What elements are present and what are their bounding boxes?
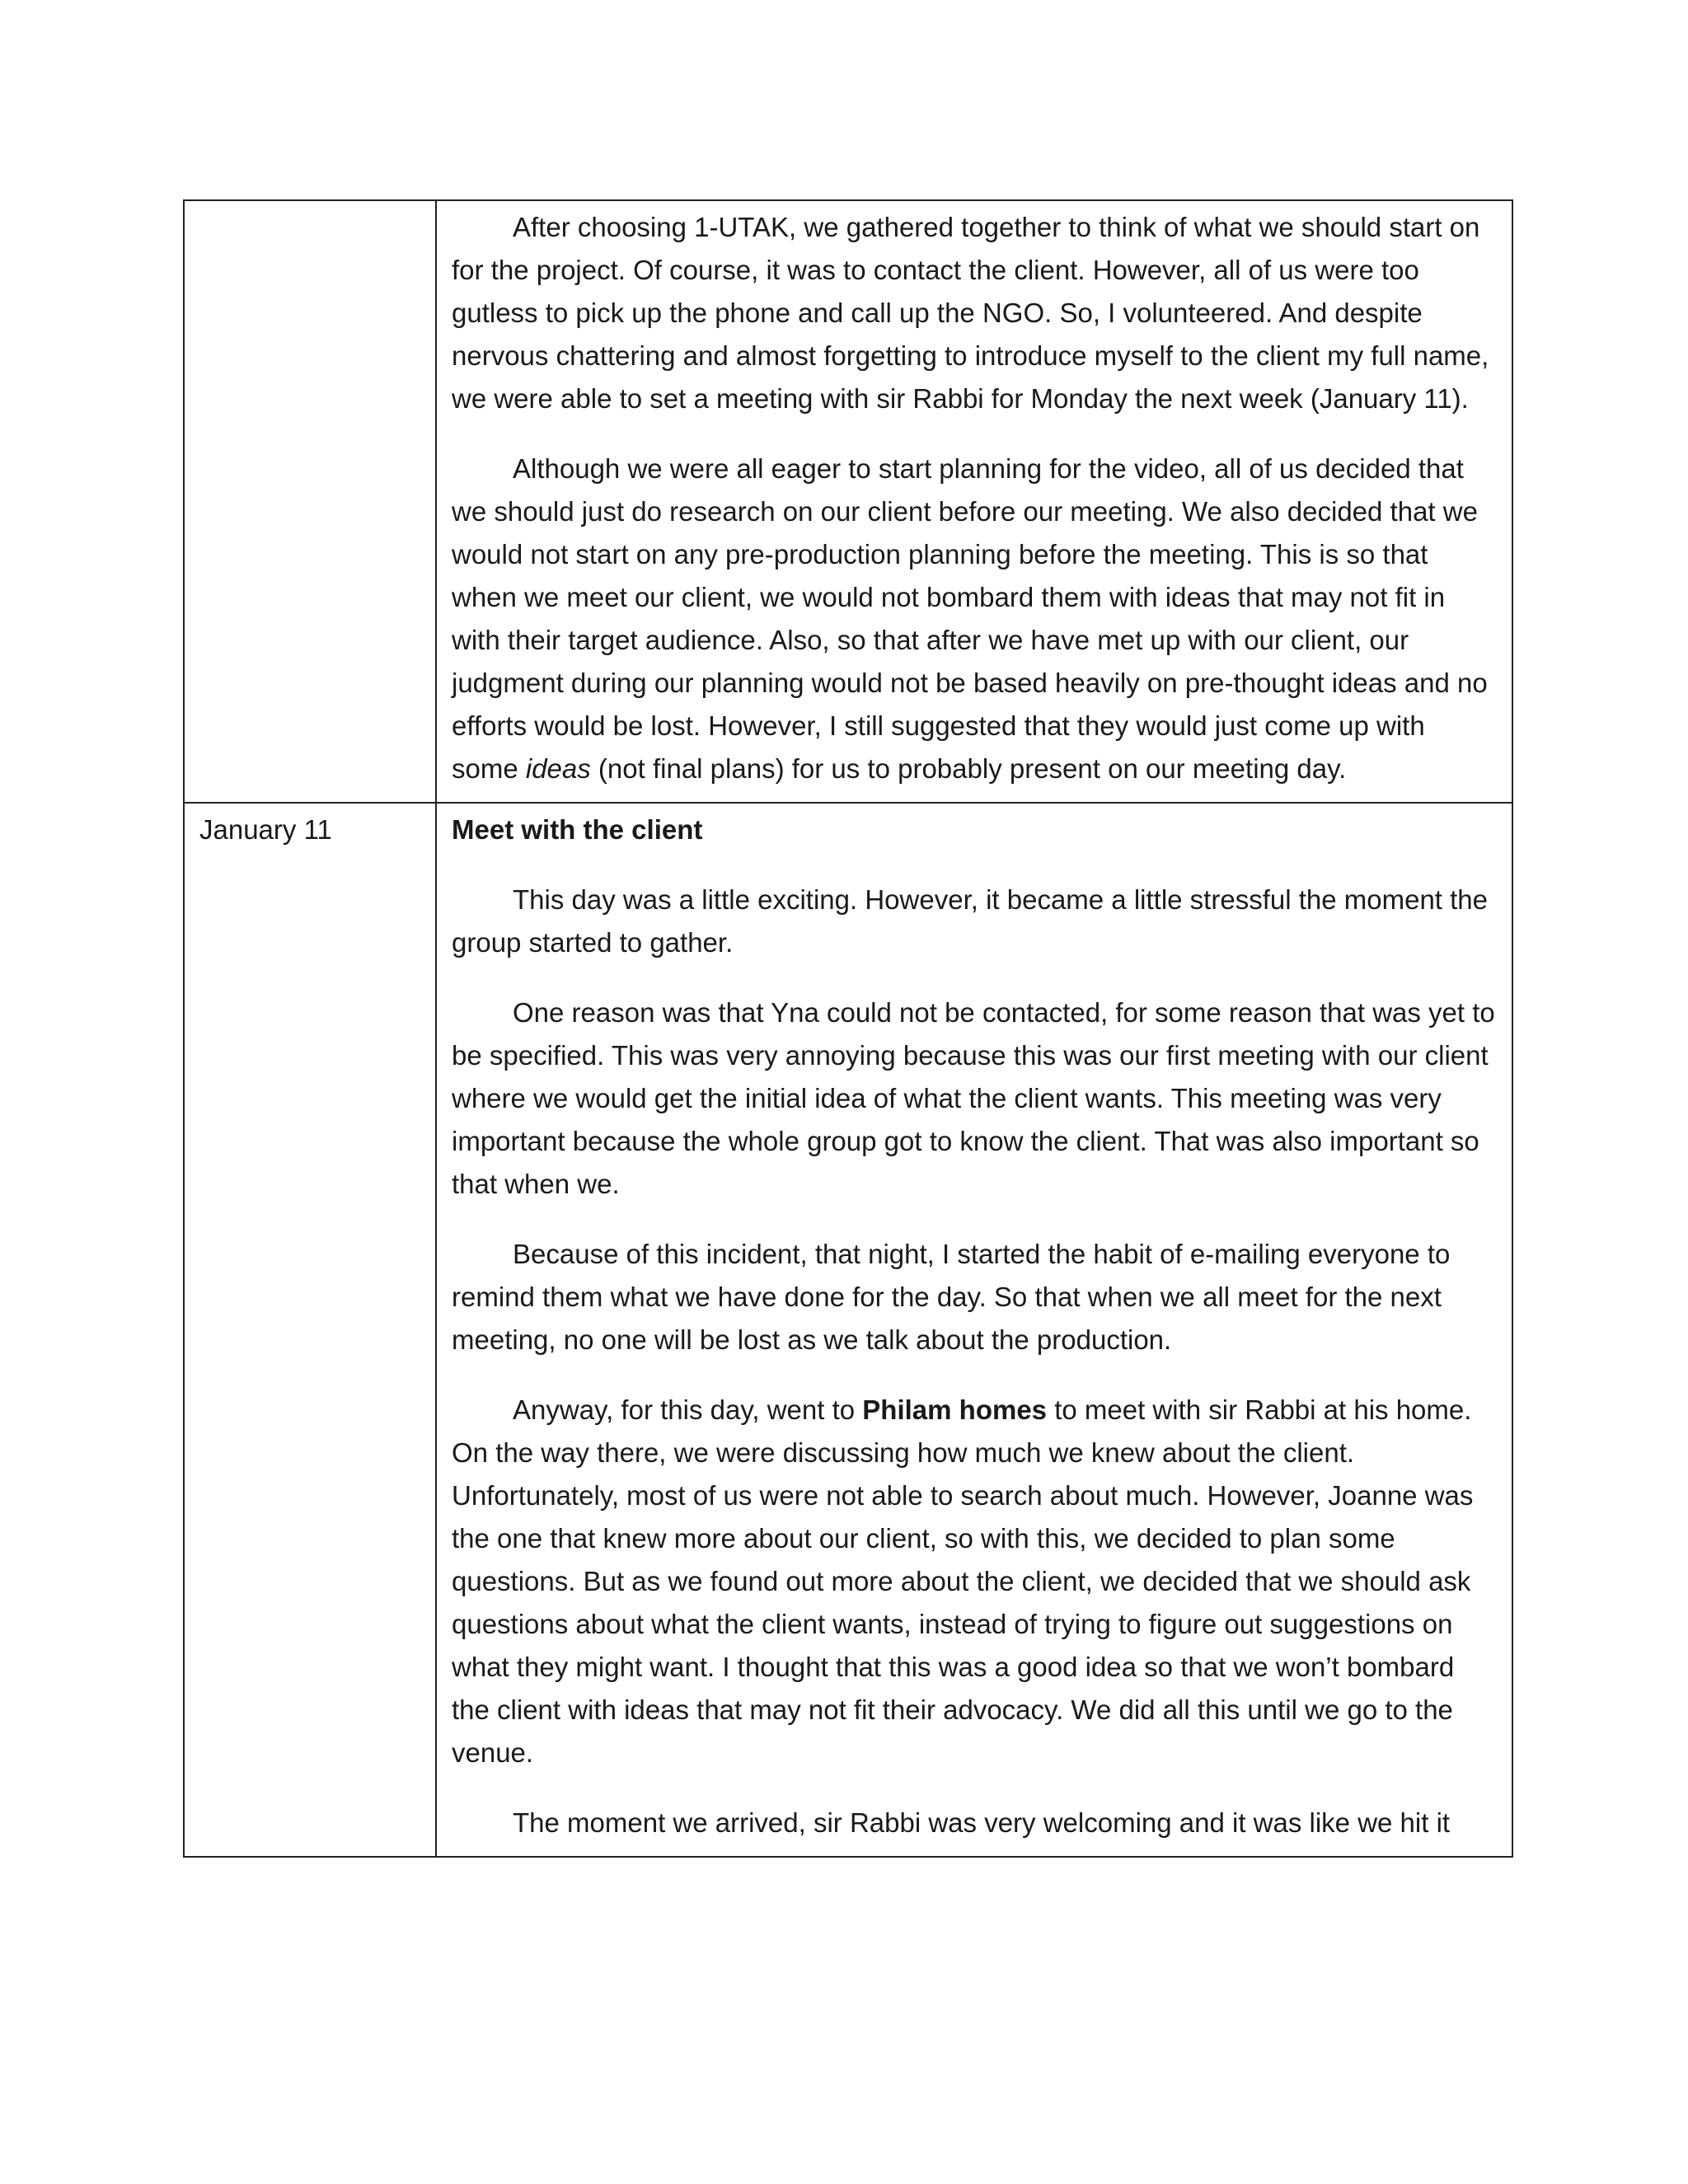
entry-cell xyxy=(436,803,1512,1857)
date-cell xyxy=(184,200,436,803)
place-name: Philam homes xyxy=(862,1394,1048,1425)
emphasized-word: ideas xyxy=(525,753,591,784)
journal-row xyxy=(184,200,1512,803)
entry-date xyxy=(185,201,435,206)
entry-title: Meet with the client xyxy=(452,814,703,845)
entry-paragraph: This day was a little exciting. However, it became a little stressful the moment the group started to gather. xyxy=(452,884,1489,958)
entry-paragraph xyxy=(452,1389,1497,1774)
entry-date: January 11 xyxy=(199,814,332,845)
date-cell xyxy=(184,803,436,1857)
paragraph-text: to meet with sir Rabbi at his home. On the way there, we were discussing how much we knew about the client. Unfortunately, most of us were not able to search about much. However, Joanne was the one that knew more about our client, so with this, we decided to plan some questions. But as we found out more about the client, we decided that we should ask questions about what the client wants, instead of trying to figure out suggestions on what they might want. I thought that this was a good idea so that we won’t bombard the client with ideas that may not fit their advocacy. We did all this until we go to the venue. xyxy=(452,1394,1474,1768)
entry-paragraph: Because of this incident, that night, I started the habit of e-mailing everyone to remind them what we have done for the day. So that when we all meet for the next meeting, no one will be lost as we talk about the production. xyxy=(452,1239,1451,1355)
journal-row xyxy=(184,803,1512,1857)
paragraph-text: Although we were all eager to start planning for the video, all of us decided that we should just do research on our client before our meeting. We also decided that we would not start on any pre-production planning before the meeting. This is so that when we meet our client, we would not bombard them with ideas that may not fit in with their target audience. Also, so that after we have met up with our client, our judgment during our planning would not be based heavily on pre-thought ideas and no efforts would be lost. However, I still suggested that they would just come up with some xyxy=(452,453,1488,784)
paragraph-text: Anyway, for this day, went to xyxy=(513,1394,863,1425)
journal-table xyxy=(183,199,1513,1858)
entry-paragraph xyxy=(452,448,1497,790)
entry-paragraph: After choosing 1-UTAK, we gathered together to think of what we should start on for the project. Of course, it was to contact the client. However, all of us were too gutless to pick up the phone and call up the NGO. So, I volunteered. And despite nervous chattering and almost forgetting to introduce myself to the client my full name, we were able to set a meeting with sir Rabbi for Monday the next week (January 11). xyxy=(452,212,1489,414)
paragraph-text: (not final plans) for us to probably present on our meeting day. xyxy=(590,753,1347,784)
entry-paragraph: The moment we arrived, sir Rabbi was very welcoming and it was like we hit it xyxy=(513,1807,1451,1838)
entry-paragraph: One reason was that Yna could not be contacted, for some reason that was yet to be specified. This was very annoying because this was our first meeting with our client where we would get the initial idea of what the client wants. This meeting was very important because the whole group got to know the client. That was also important so that when we. xyxy=(452,997,1495,1199)
entry-cell xyxy=(436,200,1512,803)
